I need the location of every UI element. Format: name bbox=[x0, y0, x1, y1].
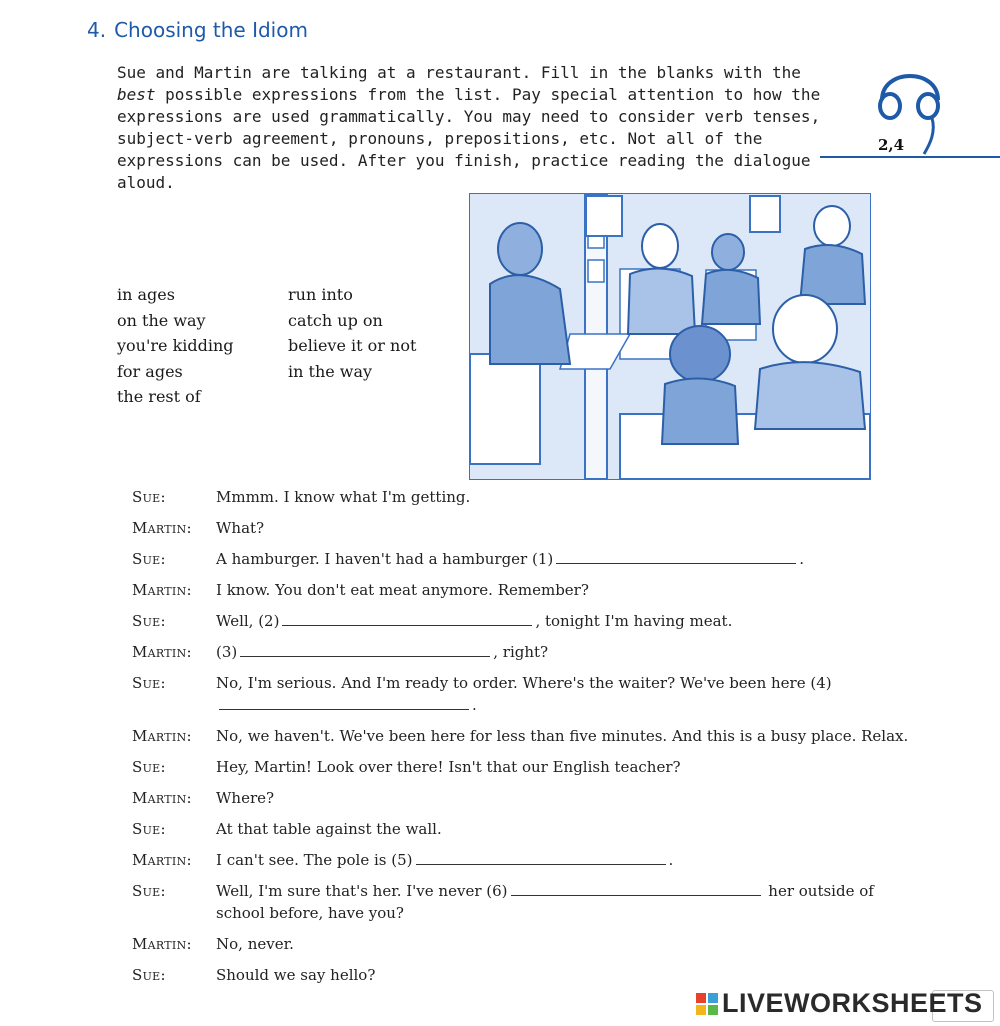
instructions bbox=[117, 62, 837, 194]
word-list-left bbox=[117, 282, 234, 410]
word-item: believe it or not bbox=[288, 336, 417, 356]
speaker-label: Sue: bbox=[132, 758, 166, 776]
dialogue-line bbox=[132, 579, 922, 601]
dialogue-line bbox=[132, 672, 922, 716]
liveworksheets-logo-icon bbox=[696, 993, 718, 1015]
dialogue-line bbox=[132, 933, 922, 955]
speech-text bbox=[216, 880, 922, 924]
answer-blank-1[interactable] bbox=[556, 549, 796, 564]
word-item: in the way bbox=[288, 361, 373, 381]
speech-text bbox=[216, 849, 922, 871]
speech-text bbox=[216, 641, 922, 663]
speech-segment: A hamburger. I haven't had a hamburger (1) bbox=[216, 550, 554, 568]
speech-text bbox=[216, 672, 922, 716]
dialogue-line bbox=[132, 849, 922, 871]
speech-segment: Where? bbox=[216, 789, 275, 807]
speech-segment: Hey, Martin! Look over there! Isn't that our English teacher? bbox=[216, 758, 681, 776]
instructions-text-2: possible expressions from the list. Pay special attention to how the expressions are used grammatically. You may need to consider verb tenses, subject-verb agreement, pronouns, prepositions, etc. Not all of the expressions can be used. After you finish, practice reading the dialogue aloud. bbox=[117, 85, 821, 192]
speech-segment: Well, I'm sure that's her. I've never (6) bbox=[216, 882, 508, 900]
speech-text bbox=[216, 517, 922, 539]
liveworksheets-watermark[interactable] bbox=[696, 988, 983, 1019]
speech-text bbox=[216, 933, 922, 955]
speaker-label: Sue: bbox=[132, 820, 166, 838]
track-rule bbox=[820, 156, 1000, 158]
answer-blank-4[interactable] bbox=[219, 695, 469, 710]
answer-blank-5[interactable] bbox=[416, 850, 666, 865]
speaker-label: Sue: bbox=[132, 966, 166, 984]
dialogue-line bbox=[132, 486, 922, 508]
speaker-label: Martin: bbox=[132, 935, 192, 953]
dialogue-line bbox=[132, 641, 922, 663]
speaker-label: Sue: bbox=[132, 674, 166, 692]
speech-segment: (3) bbox=[216, 643, 238, 661]
word-item: catch up on bbox=[288, 310, 383, 330]
speaker-label: Martin: bbox=[132, 581, 192, 599]
section-title bbox=[87, 18, 308, 42]
dialogue-line bbox=[132, 725, 922, 747]
speech-segment: . bbox=[799, 550, 805, 568]
speaker-label: Sue: bbox=[132, 612, 166, 630]
answer-blank-2[interactable] bbox=[282, 611, 532, 626]
speech-text bbox=[216, 548, 922, 570]
watermark-text: LIVEWORKSHEETS bbox=[722, 988, 983, 1018]
dialogue-line bbox=[132, 756, 922, 778]
speech-text bbox=[216, 610, 922, 632]
speech-text bbox=[216, 579, 922, 601]
speech-text bbox=[216, 964, 922, 986]
speech-segment: . bbox=[472, 696, 477, 714]
answer-blank-6[interactable] bbox=[511, 881, 761, 896]
speech-segment: , right? bbox=[493, 643, 549, 661]
dialogue bbox=[132, 486, 922, 995]
speaker-label: Sue: bbox=[132, 550, 166, 568]
speech-segment: At that table against the wall. bbox=[216, 820, 442, 838]
dialogue-line bbox=[132, 548, 922, 570]
speaker-label: Martin: bbox=[132, 789, 192, 807]
restaurant-scene-drawing bbox=[470, 194, 870, 479]
dialogue-line bbox=[132, 787, 922, 809]
speech-segment: I know. You don't eat meat anymore. Remember? bbox=[216, 581, 589, 599]
speaker-label: Martin: bbox=[132, 643, 192, 661]
word-item: in ages bbox=[117, 285, 175, 304]
speech-segment: No, I'm serious. And I'm ready to order. Where's the waiter? We've been here (4) bbox=[216, 674, 832, 692]
word-item: run into bbox=[288, 285, 353, 304]
speech-segment: No, never. bbox=[216, 935, 294, 953]
speech-segment: No, we haven't. We've been here for less than five minutes. And this is a busy place. Relax. bbox=[216, 727, 909, 745]
word-list-right bbox=[288, 282, 416, 384]
answer-blank-3[interactable] bbox=[240, 642, 490, 657]
speech-text bbox=[216, 725, 922, 747]
dialogue-line bbox=[132, 964, 922, 986]
section-title-text: Choosing the Idiom bbox=[114, 18, 308, 42]
audio-track-number: 2,4 bbox=[878, 136, 905, 154]
speaker-label: Martin: bbox=[132, 519, 192, 537]
speech-text bbox=[216, 486, 922, 508]
speech-text bbox=[216, 756, 922, 778]
speech-segment: I can't see. The pole is (5) bbox=[216, 851, 413, 869]
word-item: the rest of bbox=[117, 387, 201, 407]
word-item: on the way bbox=[117, 310, 206, 330]
speaker-label: Martin: bbox=[132, 727, 192, 745]
speaker-label: Martin: bbox=[132, 851, 192, 869]
speech-segment: Mmmm. I know what I'm getting. bbox=[216, 488, 471, 506]
instructions-text-1: Sue and Martin are talking at a restaurant. Fill in the blanks with the bbox=[117, 63, 801, 82]
speech-segment: What? bbox=[216, 519, 265, 537]
dialogue-line bbox=[132, 517, 922, 539]
dialogue-line bbox=[132, 610, 922, 632]
speech-segment: Well, (2) bbox=[216, 612, 280, 630]
word-item: for ages bbox=[117, 361, 183, 381]
speech-segment: . bbox=[668, 851, 674, 869]
section-number: 4. bbox=[87, 18, 107, 42]
speech-segment: , tonight I'm having meat. bbox=[535, 612, 733, 630]
dialogue-line bbox=[132, 880, 922, 924]
speech-text bbox=[216, 787, 922, 809]
speech-segment: Should we say hello? bbox=[216, 966, 376, 984]
dialogue-line bbox=[132, 818, 922, 840]
restaurant-illustration bbox=[469, 193, 871, 480]
speech-segment: her outside of school before, have you? bbox=[216, 882, 874, 922]
speaker-label: Sue: bbox=[132, 488, 166, 506]
speech-text bbox=[216, 818, 922, 840]
instructions-emphasis: best bbox=[117, 85, 156, 104]
speaker-label: Sue: bbox=[132, 882, 166, 900]
word-item: you're kidding bbox=[117, 336, 234, 356]
